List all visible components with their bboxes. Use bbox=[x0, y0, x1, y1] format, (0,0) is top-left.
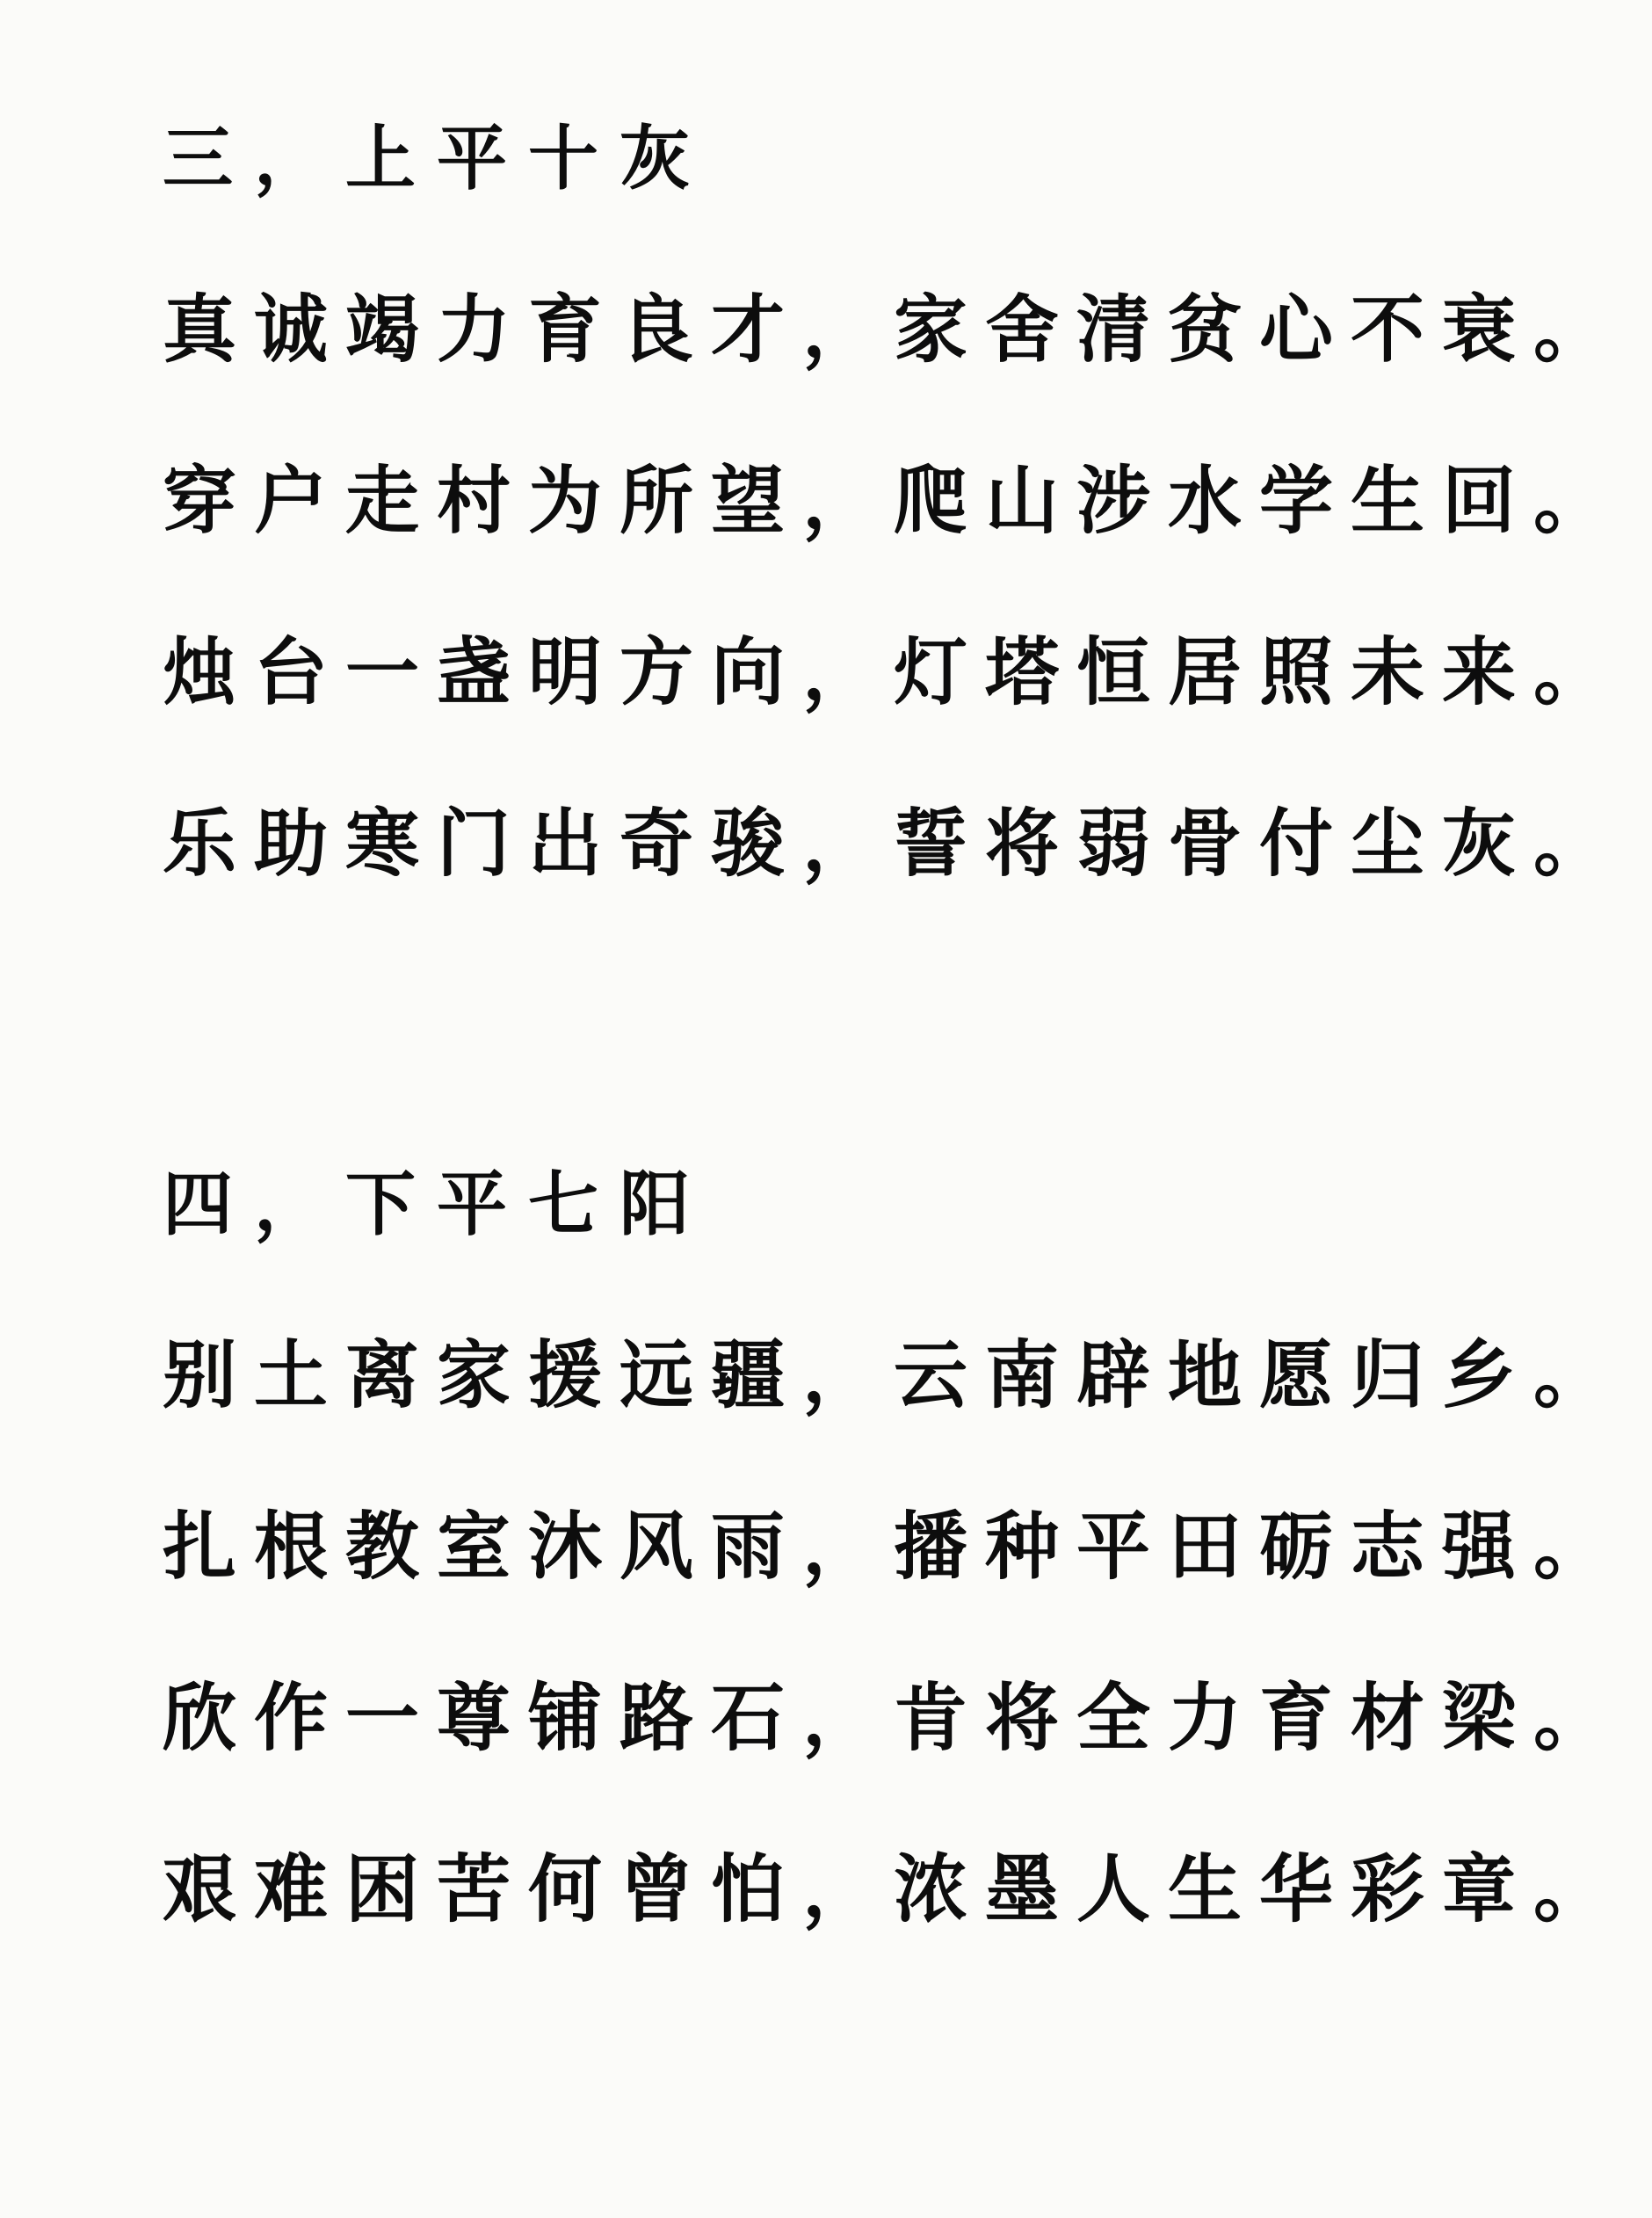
poem-section-shangping-shihui bbox=[163, 114, 1626, 888]
poem-line: 烛台一盏明方向，灯塔恒居照未来。 bbox=[163, 628, 1626, 715]
section-heading: 四，下平七阳 bbox=[163, 1163, 711, 1245]
poem-line: 别土离家援远疆，云南辟地愿归乡。 bbox=[163, 1331, 1626, 1418]
poem-line: 乐助寒门出奇骏，誓将弱骨付尘灰。 bbox=[163, 800, 1626, 887]
poem-section-xiaping-qiyang bbox=[163, 1160, 1626, 1933]
poem-line: 真诚竭力育良才，家舍清贫心不衰。 bbox=[163, 286, 1626, 373]
poem-line: 扎根教室沐风雨，播种平田砺志强。 bbox=[163, 1503, 1626, 1590]
poem-verse bbox=[163, 286, 1626, 888]
poem-line: 艰难困苦何曾怕，浓墨人生华彩章。 bbox=[163, 1845, 1626, 1932]
poem-line: 欣作一尊铺路石，肯将全力育材梁。 bbox=[163, 1674, 1626, 1761]
section-heading: 三，上平十灰 bbox=[163, 117, 711, 199]
poem-line: 穿户走村为所望，爬山涉水学生回。 bbox=[163, 457, 1626, 544]
poem-verse bbox=[163, 1331, 1626, 1933]
